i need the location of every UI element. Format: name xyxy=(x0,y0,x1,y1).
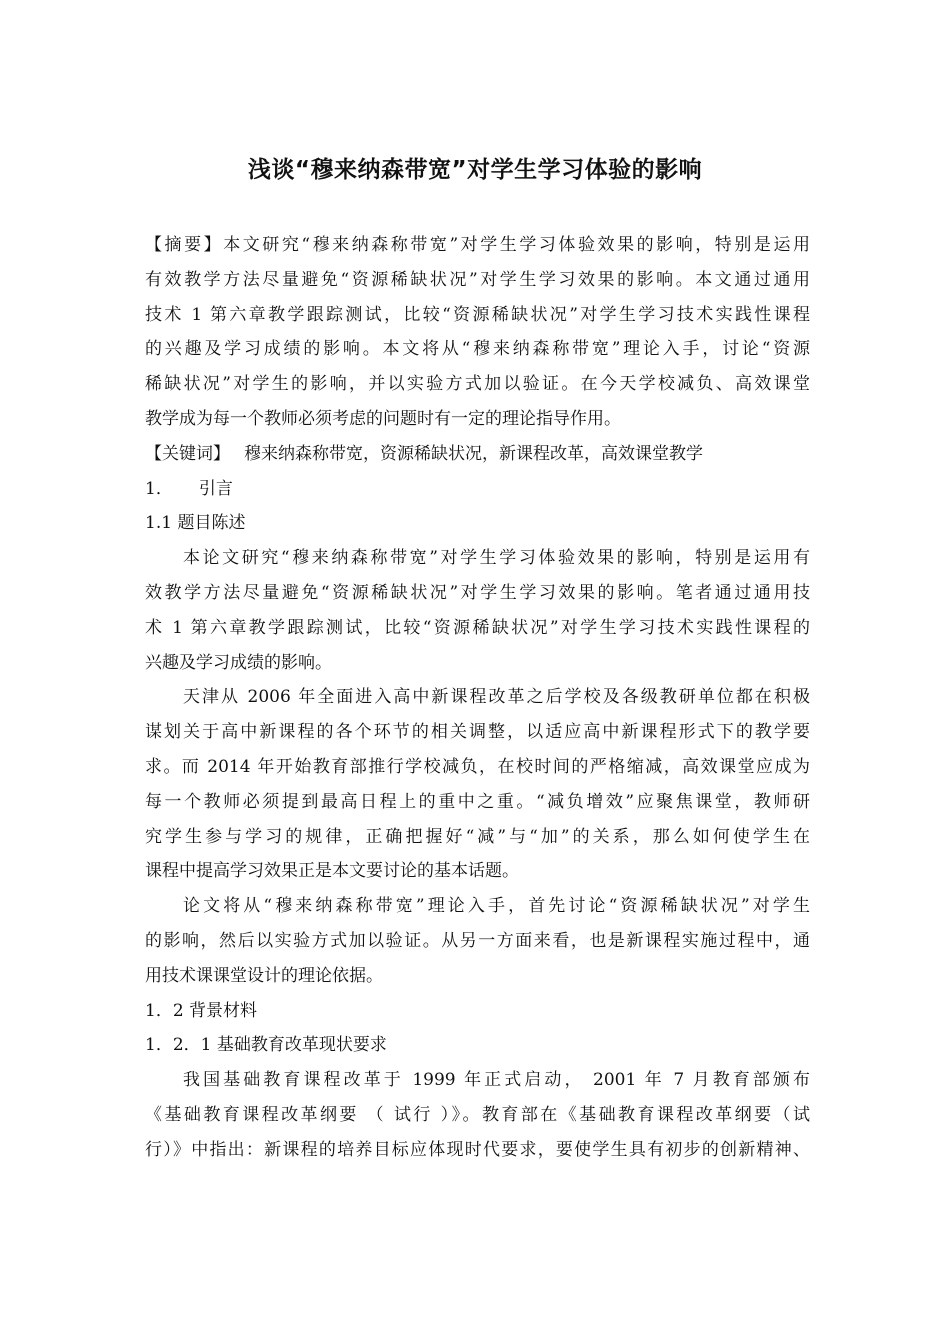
paragraph-line: 课程中提高学习效果正是本文要讨论的基本话题。 xyxy=(145,861,519,882)
abstract-line: 【摘要】本文研究“穆来纳森称带宽”对学生学习体验效果的影响，特别是运用 xyxy=(145,235,810,255)
paragraph-line: 行）》中指出：新课程的培养目标应体现时代要求，要使学生具有初步的创新精神、 xyxy=(145,1139,810,1160)
paragraph-1-1-b xyxy=(145,680,810,889)
paragraph-line: 我国基础教育课程改革于 1999 年正式启动， 2001 年 7 月教育部颁布 xyxy=(183,1070,810,1091)
paragraph-1-1-a xyxy=(145,541,810,680)
paragraph-line: 求。而 2014 年开始教育部推行学校减负，在校时间的严格缩减，高效课堂应成为 xyxy=(145,756,810,777)
section-heading-1-2-1: 1．2．1 基础教育改革现状要求 xyxy=(145,1035,387,1056)
abstract-line: 的兴趣及学习成绩的影响。本文将从“穆来纳森称带宽”理论入手，讨论“资源 xyxy=(145,339,810,360)
abstract-paragraph xyxy=(145,228,810,437)
paragraph-line: 本论文研究“穆来纳森称带宽”对学生学习体验效果的影响，特别是运用有 xyxy=(183,548,810,569)
paragraph-line: 每一个教师必须提到最高日程上的重中之重。“减负增效”应聚焦课堂，教师研 xyxy=(145,791,810,812)
paragraph-1-1-c xyxy=(145,889,810,993)
keywords-label: 【关键词】 xyxy=(145,443,230,464)
paragraph-line: 兴趣及学习成绩的影响。 xyxy=(145,652,332,673)
paragraph-line: 谋划关于高中新课程的各个环节的相关调整，以适应高中新课程形式下的教学要 xyxy=(145,722,810,743)
paragraph-line: 术 1 第六章教学跟踪测试，比较“资源稀缺状况”对学生学习技术实践性课程的 xyxy=(145,617,810,638)
section-number: 1． xyxy=(145,478,173,499)
paragraph-line: 《基础教育课程改革纲要 （ 试行 ）》。教育部在《基础教育课程改革纲要（试 xyxy=(145,1104,810,1125)
document-body xyxy=(145,228,810,1168)
paragraph-line: 效教学方法尽量避免“资源稀缺状况”对学生学习效果的影响。笔者通过通用技 xyxy=(145,582,810,603)
abstract-line: 教学成为每一个教师必须考虑的问题时有一定的理论指导作用。 xyxy=(145,408,621,429)
section-heading-1-2: 1．2 背景材料 xyxy=(145,1000,258,1021)
document-title: 浅谈“穆来纳森带宽”对学生学习体验的影响 xyxy=(247,157,703,183)
paragraph-line: 天津从 2006 年全面进入高中新课程改革之后学校及各级教研单位都在积极 xyxy=(183,687,810,708)
paragraph-line: 究学生参与学习的规律，正确把握好“减”与“加”的关系，那么如何使学生在 xyxy=(145,826,810,847)
keywords-line xyxy=(145,437,810,472)
abstract-line: 有效教学方法尽量避免“资源稀缺状况”对学生学习效果的影响。本文通过通用 xyxy=(145,269,810,290)
paragraph-1-2-1-a xyxy=(145,1063,810,1167)
section-title: 引言 xyxy=(198,478,233,499)
section-heading-1 xyxy=(145,472,810,507)
abstract-line: 技术 1 第六章教学跟踪测试，比较“资源稀缺状况”对学生学习技术实践性课程 xyxy=(145,304,810,325)
paragraph-line: 的影响，然后以实验方式加以验证。从另一方面来看，也是新课程实施过程中，通 xyxy=(145,930,810,951)
paragraph-line: 论文将从“穆来纳森称带宽”理论入手，首先讨论“资源稀缺状况”对学生 xyxy=(183,896,810,917)
section-heading-1-1: 1.1 题目陈述 xyxy=(145,513,246,534)
keywords-text: 穆来纳森称带宽，资源稀缺状况，新课程改革，高效课堂教学 xyxy=(244,443,703,464)
paragraph-line: 用技术课课堂设计的理论依据。 xyxy=(145,965,383,986)
abstract-line: 稀缺状况”对学生的影响，并以实验方式加以验证。在今天学校减负、高效课堂 xyxy=(145,374,810,395)
